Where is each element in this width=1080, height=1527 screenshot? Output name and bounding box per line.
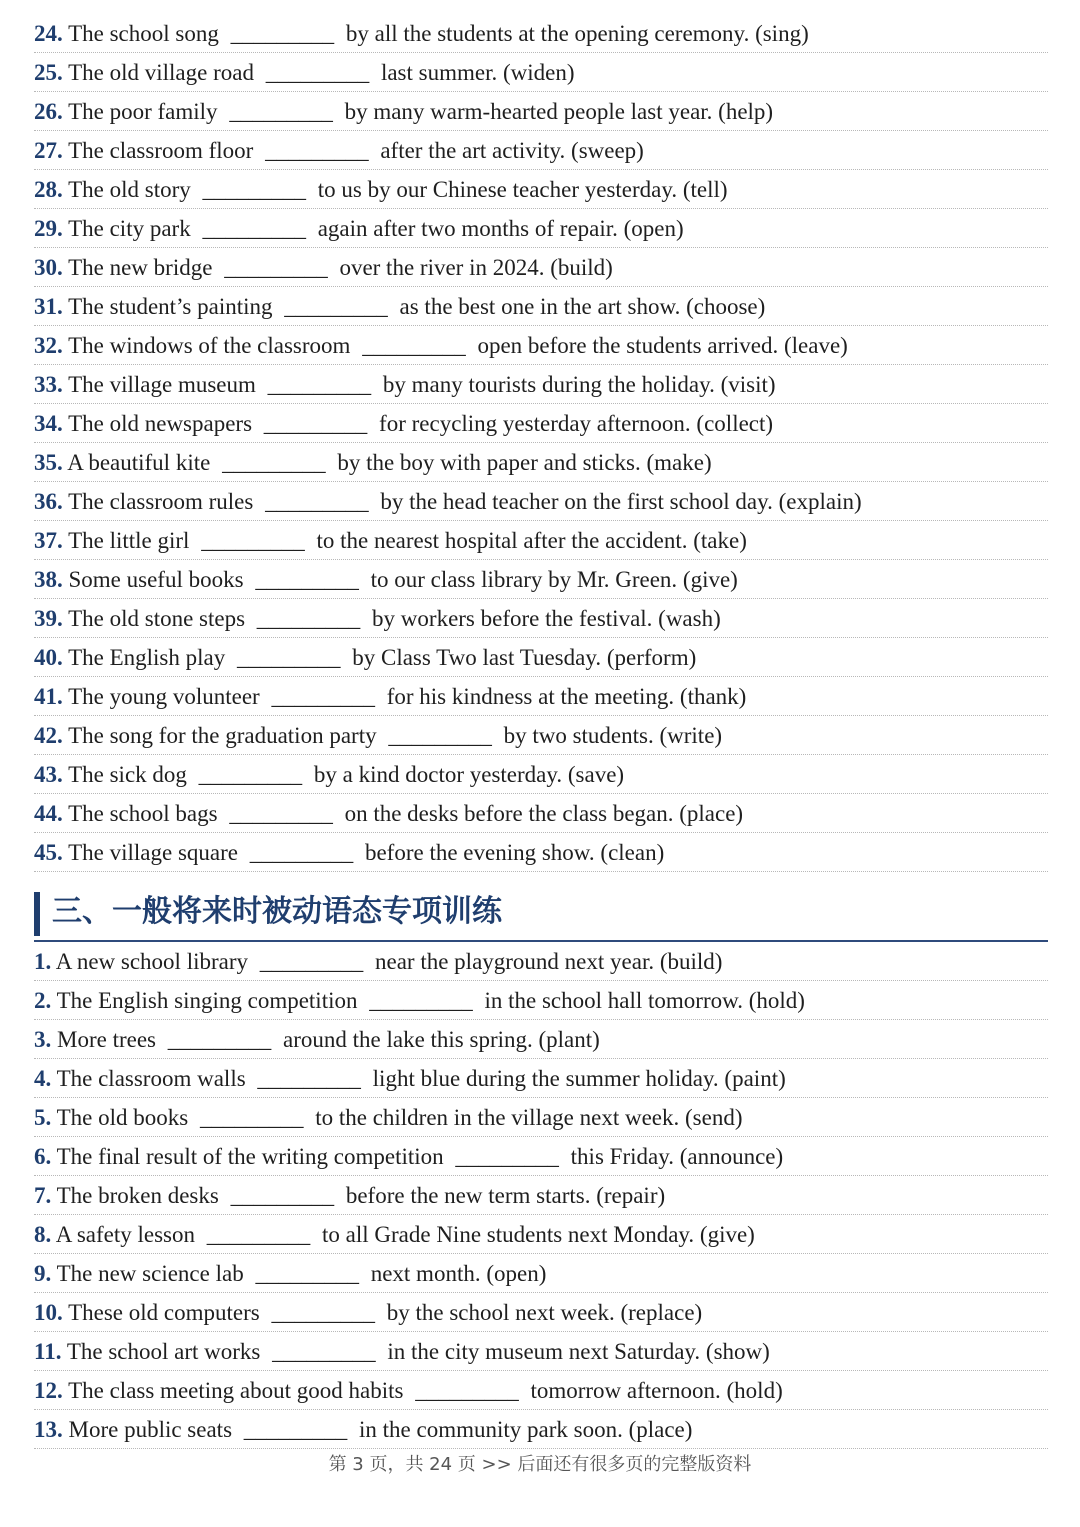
question-item [34,482,1048,521]
answer-blank[interactable]: _________ [229,99,333,124]
question-item [34,981,1048,1020]
question-item [34,1332,1048,1371]
question-text-before: The village square [68,840,238,865]
answer-blank[interactable]: _________ [415,1378,519,1403]
answer-blank[interactable]: _________ [230,1183,335,1208]
answer-blank[interactable]: _________ [206,1222,311,1247]
answer-blank[interactable]: _________ [272,1339,376,1364]
page-footer: 第 3 页，共 24 页 >> 后面还有很多页的完整版资料 [328,1454,752,1475]
section3-question-list [34,942,1048,1449]
question-number: 37. [34,528,63,553]
question-text-after: by a kind doctor yesterday. (save) [313,762,625,787]
question-text-after: to us by our Chinese teacher yesterday. (tell) [317,177,728,202]
question-text-after: in the school hall tomorrow. (hold) [484,988,805,1013]
answer-blank[interactable]: _________ [255,567,359,592]
question-item [34,248,1048,287]
question-text-after: to our class library by Mr. Green. (give) [370,567,738,592]
answer-blank[interactable]: _________ [259,949,364,974]
question-item [34,755,1048,794]
answer-blank[interactable]: _________ [222,450,326,475]
answer-blank[interactable]: _________ [265,138,369,163]
question-number: 5. [34,1105,52,1130]
question-item [34,1059,1048,1098]
question-text-after: by workers before the festival. (wash) [372,606,721,631]
worksheet-page [34,14,1048,1449]
question-text-before: The old books [56,1105,189,1130]
question-number: 11. [34,1339,62,1364]
question-text-after: next month. (open) [370,1261,547,1286]
answer-blank[interactable]: _________ [263,411,368,436]
question-number: 8. [34,1222,52,1247]
question-number: 6. [34,1144,52,1169]
question-number: 38. [34,567,63,592]
question-text-before: The village museum [68,372,256,397]
question-item [34,1410,1048,1449]
answer-blank[interactable]: _________ [255,1261,359,1286]
question-number: 36. [34,489,63,514]
question-item [34,716,1048,755]
question-item [34,1371,1048,1410]
question-text-before: The English play [68,645,226,670]
question-text-before: The old stone steps [68,606,246,631]
question-number: 2. [34,988,52,1013]
question-number: 4. [34,1066,52,1091]
question-item [34,131,1048,170]
answer-blank[interactable]: _________ [199,1105,304,1130]
question-text-after: this Friday. (announce) [570,1144,784,1169]
question-text-after: near the playground next year. (build) [375,949,723,974]
question-text-after: after the art activity. (sweep) [380,138,644,163]
question-text-after: to the children in the village next week. (send) [315,1105,743,1130]
question-item [34,1098,1048,1137]
question-text-after: by the school next week. (replace) [386,1300,703,1325]
question-number: 44. [34,801,63,826]
question-number: 45. [34,840,63,865]
question-text-before: The old story [68,177,191,202]
answer-blank[interactable]: _________ [202,216,306,241]
question-item [34,638,1048,677]
question-text-before: The broken desks [56,1183,219,1208]
answer-blank[interactable]: _________ [202,177,306,202]
question-text-after: before the evening show. (clean) [364,840,665,865]
section-accent-bar [34,892,40,936]
answer-blank[interactable]: _________ [388,723,492,748]
question-text-after: to the nearest hospital after the accident. (take) [316,528,747,553]
question-number: 9. [34,1261,52,1286]
question-item [34,1137,1048,1176]
answer-blank[interactable]: _________ [243,1417,348,1442]
question-number: 34. [34,411,63,436]
question-text-before: The classroom walls [56,1066,246,1091]
question-text-after: in the city museum next Saturday. (show) [387,1339,770,1364]
question-text-before: The city park [68,216,191,241]
question-text-after: tomorrow afternoon. (hold) [530,1378,783,1403]
question-number: 35. [34,450,63,475]
question-number: 24. [34,21,63,46]
question-text-after: on the desks before the class began. (place) [344,801,744,826]
section3-header [34,880,1048,942]
question-number: 13. [34,1417,63,1442]
question-text-after: light blue during the summer holiday. (paint) [372,1066,786,1091]
question-text-before: A beautiful kite [67,450,211,475]
question-text-after: by many tourists during the holiday. (visit) [382,372,776,397]
question-text-before: The classroom floor [68,138,254,163]
question-text-before: A new school library [55,949,248,974]
question-text-before: More trees [57,1027,156,1052]
answer-blank[interactable]: _________ [455,1144,559,1169]
answer-blank[interactable]: _________ [201,528,305,553]
question-number: 42. [34,723,63,748]
answer-blank[interactable]: _________ [265,489,369,514]
question-number: 7. [34,1183,52,1208]
question-item [34,677,1048,716]
question-number: 33. [34,372,63,397]
question-text-after: again after two months of repair. (open) [317,216,684,241]
answer-blank[interactable]: _________ [267,372,372,397]
question-text-after: by many warm-hearted people last year. (help) [344,99,774,124]
question-text-before: More public seats [68,1417,233,1442]
question-number: 27. [34,138,63,163]
answer-blank[interactable]: _________ [249,840,354,865]
question-text-before: The new science lab [56,1261,244,1286]
answer-blank[interactable]: _________ [224,255,328,280]
question-text-before: The classroom rules [68,489,254,514]
question-item [34,599,1048,638]
question-text-before: The school song [68,21,219,46]
question-text-before: The school bags [68,801,218,826]
question-item [34,443,1048,482]
section2-question-list [34,14,1048,872]
question-number: 29. [34,216,63,241]
question-item [34,1215,1048,1254]
question-text-after: by the boy with paper and sticks. (make) [337,450,712,475]
question-text-before: The student’s painting [68,294,273,319]
question-text-before: The final result of the writing competition [56,1144,444,1169]
question-text-before: The school art works [66,1339,261,1364]
question-text-after: before the new term starts. (repair) [345,1183,666,1208]
question-number: 32. [34,333,63,358]
question-text-after: by the head teacher on the first school day. (explain) [380,489,862,514]
question-item [34,365,1048,404]
question-text-after: last summer. (widen) [380,60,575,85]
answer-blank[interactable]: _________ [167,1027,272,1052]
answer-blank[interactable]: _________ [271,1300,375,1325]
question-text-before: The poor family [68,99,218,124]
question-item [34,521,1048,560]
question-text-before: The windows of the classroom [68,333,351,358]
question-item [34,326,1048,365]
question-text-after: open before the students arrived. (leave) [477,333,848,358]
question-number: 1. [34,949,52,974]
question-number: 39. [34,606,63,631]
answer-blank[interactable]: _________ [230,21,335,46]
question-text-before: A safety lesson [55,1222,195,1247]
question-item [34,794,1048,833]
question-text-after: for his kindness at the meeting. (thank) [386,684,747,709]
question-text-before: These old computers [68,1300,260,1325]
question-item [34,287,1048,326]
question-text-before: The new bridge [68,255,213,280]
question-text-after: around the lake this spring. (plant) [283,1027,600,1052]
answer-blank[interactable]: _________ [265,60,370,85]
question-text-before: The old newspapers [68,411,253,436]
question-item [34,14,1048,53]
question-text-before: The old village road [68,60,254,85]
answer-blank[interactable]: _________ [369,988,473,1013]
question-number: 31. [34,294,63,319]
question-text-before: The English singing competition [56,988,358,1013]
question-text-after: in the community park soon. (place) [359,1417,693,1442]
question-text-before: The class meeting about good habits [68,1378,404,1403]
answer-blank[interactable]: _________ [257,1066,361,1091]
answer-blank[interactable]: _________ [362,333,466,358]
question-text-after: over the river in 2024. (build) [339,255,613,280]
question-item [34,833,1048,872]
question-item [34,560,1048,599]
question-text-after: by all the students at the opening ceremony. (sing) [345,21,809,46]
question-text-after: as the best one in the art show. (choose) [399,294,766,319]
question-item [34,1176,1048,1215]
question-text-after: for recycling yesterday afternoon. (collect) [379,411,774,436]
answer-blank[interactable]: _________ [256,606,361,631]
question-number: 10. [34,1300,63,1325]
question-text-after: by Class Two last Tuesday. (perform) [352,645,697,670]
question-text-before: The sick dog [68,762,187,787]
answer-blank[interactable]: _________ [236,645,341,670]
question-number: 26. [34,99,63,124]
question-number: 41. [34,684,63,709]
question-number: 43. [34,762,63,787]
question-item [34,1293,1048,1332]
question-number: 25. [34,60,63,85]
question-item [34,170,1048,209]
question-item [34,92,1048,131]
question-text-after: to all Grade Nine students next Monday. (give) [322,1222,755,1247]
answer-blank[interactable]: _________ [198,762,303,787]
question-item [34,1020,1048,1059]
question-text-before: The young volunteer [68,684,260,709]
question-text-after: by two students. (write) [503,723,723,748]
answer-blank[interactable]: _________ [284,294,388,319]
question-item [34,209,1048,248]
section3-title: 三、一般将来时被动语态专项训练 [52,894,502,929]
question-number: 40. [34,645,63,670]
question-number: 30. [34,255,63,280]
question-item [34,53,1048,92]
question-item [34,1254,1048,1293]
question-text-before: The little girl [68,528,190,553]
question-number: 12. [34,1378,63,1403]
question-item [34,404,1048,443]
answer-blank[interactable]: _________ [271,684,375,709]
question-text-before: The song for the graduation party [68,723,377,748]
question-text-before: Some useful books [68,567,244,592]
question-item [34,942,1048,981]
answer-blank[interactable]: _________ [229,801,333,826]
question-number: 28. [34,177,63,202]
question-number: 3. [34,1027,52,1052]
